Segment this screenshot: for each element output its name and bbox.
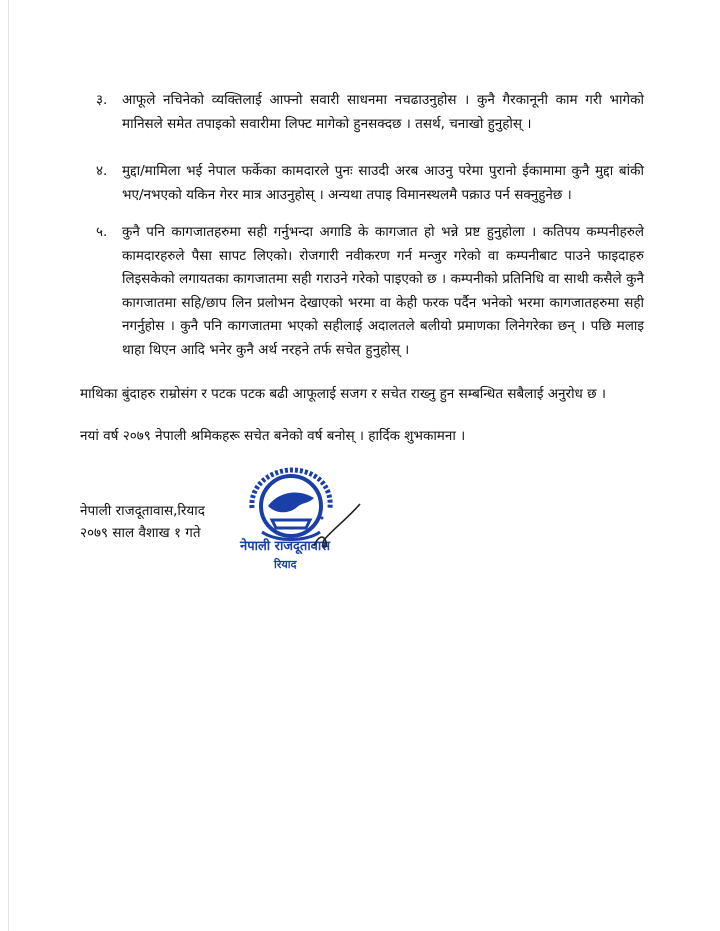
new-year-wish-paragraph: नयां वर्ष २०७९ नेपाली श्रमिकहरू सचेत बनेको वर्ष बनोस् । हार्दिक शुभकामना । bbox=[80, 428, 466, 444]
item-text: मुद्दा/मामिला भई नेपाल फर्केका कामदारले पुनः साउदी अरब आउनु परेमा पुरानो ईकामामा कुनै मुद्दा बांकी भए/नभएको यकिन गेरर मात्र आउनुहोस् । अन्यथा तपाइ विमानस्थलमै पक्राउ पर्न सक्नुहुनेछ । bbox=[122, 163, 644, 203]
instruction-item-3 bbox=[96, 89, 644, 136]
item-number: ४. bbox=[96, 163, 108, 179]
embassy-name: नेपाली राजदूतावास,रियाद bbox=[80, 503, 205, 519]
issue-date: २०७९ साल वैशाख १ गते bbox=[80, 525, 201, 541]
item-text: कुनै पनि कागजातहरुमा सही गर्नुभन्दा अगाडि के कागजात हो भन्ने प्रष्ट हुनुहोला । कतिपय कम्पनीहरुले कामदारहरुले पैसा सापट लिएको। रोजगारी नवीकरण गर्न मन्जुर गरेको वा कम्पनीबाट पाउने फाइदाहरु लिइसकेको लगायतका कागजातमा सही गराउने गरेको पाइएको छ । कम्पनीको प्रतिनिधि वा साथी कसैले कुनै कागजातमा सहि/छाप लिन प्रलोभन देखाएको भरमा वा केही फरक पर्दैन भनेको भरमा कागजातहरुमा सही नगर्नुहोस । कुनै पनि कागजातमा भएको सहीलाई अदालतले बलीयो प्रमाणका लिनेगरेका छन् । पछि मलाइ थाहा थिएन आदि भनेर कुनै अर्थ नरहने तर्फ सचेत हुनुहोस् । bbox=[122, 224, 644, 358]
request-paragraph: माथिका बुंदाहरु राम्रोसंग र पटक पटक बढी आफूलाई सजग र सचेत राख्नु हुन सम्बन्धित सबैलाई अनुरोध छ । bbox=[80, 386, 607, 402]
item-number: ३. bbox=[96, 92, 108, 108]
instruction-item-4 bbox=[96, 160, 644, 207]
item-text: आफूले नचिनेको व्यक्तिलाई आफ्नो सवारी साधनमा नचढाउनुहोस । कुनै गैरकानूनी काम गरी भागेको मानिसले समेत तपाइको सवारीमा लिफ्ट मागेको हुनसक्दछ । तसर्थ, चनाखो हुनुहोस् । bbox=[122, 92, 644, 132]
instruction-item-5 bbox=[96, 221, 644, 362]
embassy-stamp bbox=[232, 462, 362, 582]
stamp-bottom-text: रियाद bbox=[274, 558, 297, 571]
stamp-top-text: नेपाली राजदूतावास bbox=[240, 539, 331, 554]
signature-block bbox=[80, 500, 205, 544]
stamp-emblem-icon bbox=[252, 470, 330, 540]
item-number: ५. bbox=[96, 224, 108, 240]
